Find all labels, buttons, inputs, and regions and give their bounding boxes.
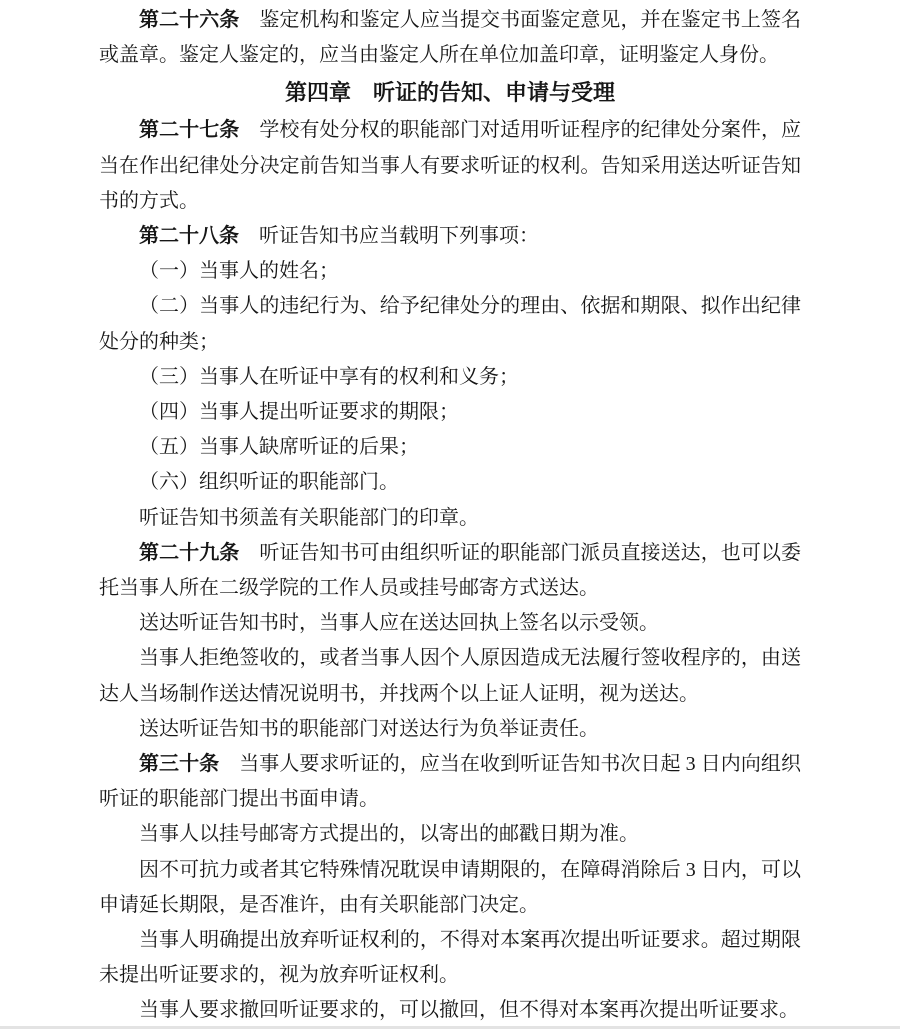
article-text: 听证告知书可由组织听证的职能部门派员直接送达，也可以委托当事人所在二级学院的工作人员或挂号邮寄方式送达。 (99, 541, 802, 600)
article-paragraph (99, 219, 801, 254)
body-paragraph (99, 465, 801, 500)
paragraph-text: （一）当事人的姓名； (139, 260, 339, 283)
paragraph-text: 送达听证告知书时，当事人应在送达回执上签名以示受领。 (139, 612, 659, 635)
document-content (99, 3, 801, 1029)
article-number: 第二十七条 (139, 119, 240, 142)
article-number: 第三十条 (139, 753, 220, 776)
article-text: 学校有处分权的职能部门对适用听证程序的纪律处分案件，应当在作出纪律处分决定前告知当事人有要求听证的权利。告知采用送达听证告知书的方式。 (99, 119, 802, 212)
paragraph-text: （三）当事人在听证中享有的权利和义务； (139, 365, 519, 388)
article-number: 第二十六条 (139, 9, 240, 31)
article-paragraph (99, 536, 801, 606)
article-number: 第二十九条 (139, 541, 240, 564)
paragraph-text: 当事人要求撤回听证要求的，可以撤回，但不得对本案再次提出听证要求。 (139, 999, 799, 1022)
chapter-heading-text: 第四章 听证的告知、申请与受理 (284, 80, 615, 106)
article-text: 当事人要求听证的，应当在收到听证告知书次日起 3 日内向组织听证的职能部门提出书面申请。 (99, 753, 801, 811)
article-number: 第二十八条 (139, 225, 239, 248)
body-paragraph (99, 289, 801, 359)
body-paragraph (99, 817, 801, 852)
body-paragraph (99, 430, 801, 465)
body-paragraph (99, 993, 801, 1028)
paragraph-text: 当事人明确提出放弃听证权利的，不得对本案再次提出听证要求。超过期限未提出听证要求的，视为放弃听证权利。 (99, 929, 801, 987)
paragraph-text: 听证告知书须盖有关职能部门的印章。 (139, 506, 479, 529)
body-paragraph (99, 254, 801, 289)
body-paragraph (99, 360, 801, 395)
paragraph-text: （五）当事人缺席听证的后果； (139, 436, 419, 459)
paragraph-text: （六）组织听证的职能部门。 (139, 471, 399, 494)
paragraph-text: 因不可抗力或者其它特殊情况耽误申请期限的，在障碍消除后 3 日内，可以申请延长期限，是否准许，由有关职能部门决定。 (99, 858, 801, 916)
body-paragraph (99, 923, 801, 993)
body-paragraph (99, 641, 801, 711)
body-paragraph (99, 606, 801, 641)
chapter-heading (99, 73, 801, 113)
paragraph-text: （二）当事人的违纪行为、给予纪律处分的理由、依据和期限、拟作出纪律处分的种类； (99, 295, 801, 353)
paragraph-text: 当事人拒绝签收的，或者当事人因个人原因造成无法履行签收程序的，由送达人当场制作送达情况说明书，并找两个以上证人证明，视为送达。 (99, 647, 801, 705)
paragraph-text: （四）当事人提出听证要求的期限； (139, 401, 459, 424)
paragraph-text: 当事人以挂号邮寄方式提出的，以寄出的邮戳日期为准。 (139, 823, 639, 846)
article-paragraph (99, 3, 801, 73)
paragraph-text: 送达听证告知书的职能部门对送达行为负举证责任。 (139, 717, 599, 740)
body-paragraph (99, 395, 801, 430)
article-text: 听证告知书应当载明下列事项： (259, 225, 539, 248)
article-text: 鉴定机构和鉴定人应当提交书面鉴定意见，并在鉴定书上签名或盖章。鉴定人鉴定的，应当由鉴定人所在单位加盖印章，证明鉴定人身份。 (99, 9, 802, 67)
article-paragraph (99, 113, 801, 219)
body-paragraph (99, 501, 801, 536)
body-paragraph (99, 853, 801, 923)
article-paragraph (99, 747, 801, 817)
body-paragraph (99, 712, 801, 747)
